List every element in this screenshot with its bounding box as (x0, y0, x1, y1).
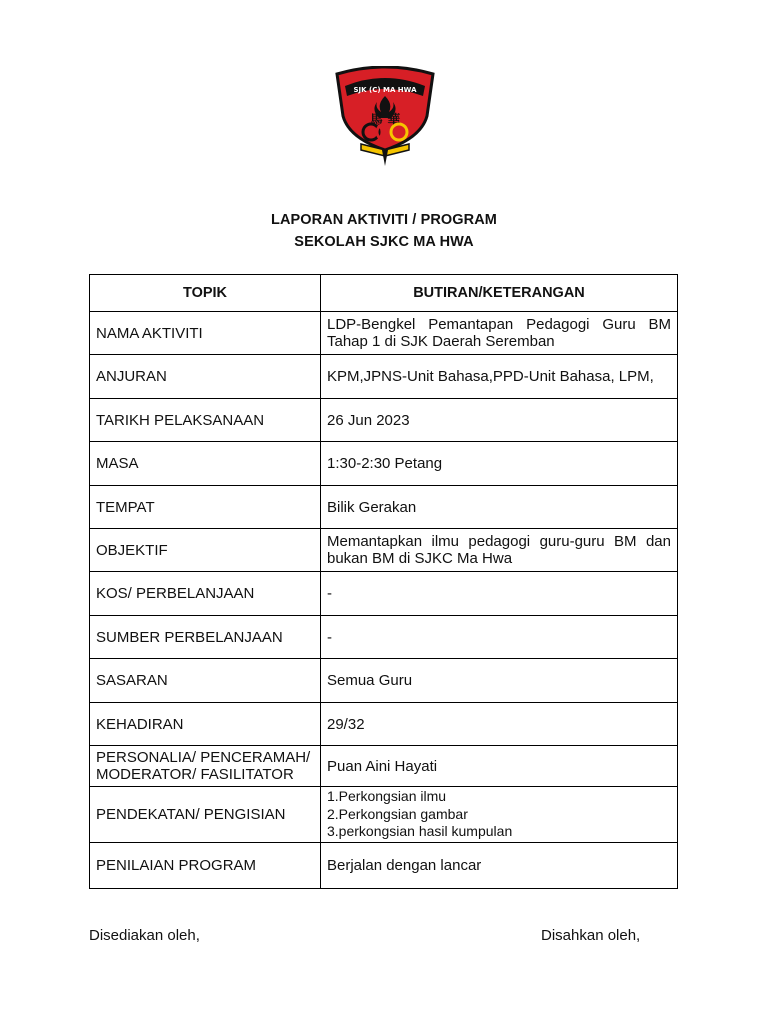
table-row (90, 529, 678, 572)
report-table (89, 274, 678, 889)
school-logo (333, 66, 437, 170)
row-value: Puan Aini Hayati (321, 746, 678, 787)
logo-top-text: SJK (C) MA HWA (353, 86, 417, 94)
row-value: Semua Guru (321, 659, 678, 703)
header-butiran: BUTIRAN/KETERANGAN (321, 275, 678, 312)
table-row (90, 843, 678, 889)
row-label: PENDEKATAN/ PENGISIAN (90, 787, 321, 843)
row-label: OBJEKTIF (90, 529, 321, 572)
row-label: PENILAIAN PROGRAM (90, 843, 321, 889)
school-name: SEKOLAH SJKC MA HWA (294, 234, 474, 250)
row-label: TEMPAT (90, 486, 321, 529)
row-label: ANJURAN (90, 355, 321, 399)
row-label: TARIKH PELAKSANAAN (90, 399, 321, 442)
table-row (90, 399, 678, 442)
table-row (90, 746, 678, 787)
table-row (90, 442, 678, 486)
table-row (90, 703, 678, 746)
row-value: 26 Jun 2023 (321, 399, 678, 442)
logo-chinese-text: 馬 華 (369, 113, 401, 128)
table-row (90, 355, 678, 399)
row-label: KOS/ PERBELANJAAN (90, 572, 321, 616)
table-row (90, 312, 678, 355)
row-value: - (321, 616, 678, 659)
table-row (90, 659, 678, 703)
row-value: 29/32 (321, 703, 678, 746)
header-topik: TOPIK (90, 275, 321, 312)
table-row (90, 572, 678, 616)
table-row (90, 616, 678, 659)
row-value: Berjalan dengan lancar (321, 843, 678, 889)
row-value: KPM,JPNS-Unit Bahasa,PPD-Unit Bahasa, LPM, (321, 355, 678, 399)
row-label: PERSONALIA/ PENCERAMAH/ MODERATOR/ FASILITATOR (90, 746, 321, 787)
row-label: NAMA AKTIVITI (90, 312, 321, 355)
approach-item: 2.Perkongsian gambar (327, 805, 468, 822)
table-header-row (90, 275, 678, 312)
approach-item: 3.perkongsian hasil kumpulan (327, 823, 513, 840)
row-value: Memantapkan ilmu pedagogi guru-guru BM dan bukan BM di SJKC Ma Hwa (321, 529, 678, 572)
row-value: LDP-Bengkel Pemantapan Pedagogi Guru BM Tahap 1 di SJK Daerah Seremban (321, 312, 678, 355)
row-value: Bilik Gerakan (321, 486, 678, 529)
row-label: SASARAN (90, 659, 321, 703)
row-label: MASA (90, 442, 321, 486)
approved-by-label: Disahkan oleh, (541, 927, 641, 944)
table-row (90, 486, 678, 529)
prepared-by-label: Disediakan oleh, (89, 927, 200, 944)
row-label: SUMBER PERBELANJAAN (90, 616, 321, 659)
row-label: KEHADIRAN (90, 703, 321, 746)
table-row (90, 787, 678, 843)
row-value: 1:30-2:30 Petang (321, 442, 678, 486)
row-value: - (321, 572, 678, 616)
report-title: LAPORAN AKTIVITI / PROGRAM (270, 212, 497, 228)
logo-pen (382, 150, 388, 166)
row-value (321, 787, 678, 843)
approach-item: 1.Perkongsian ilmu (327, 788, 447, 805)
